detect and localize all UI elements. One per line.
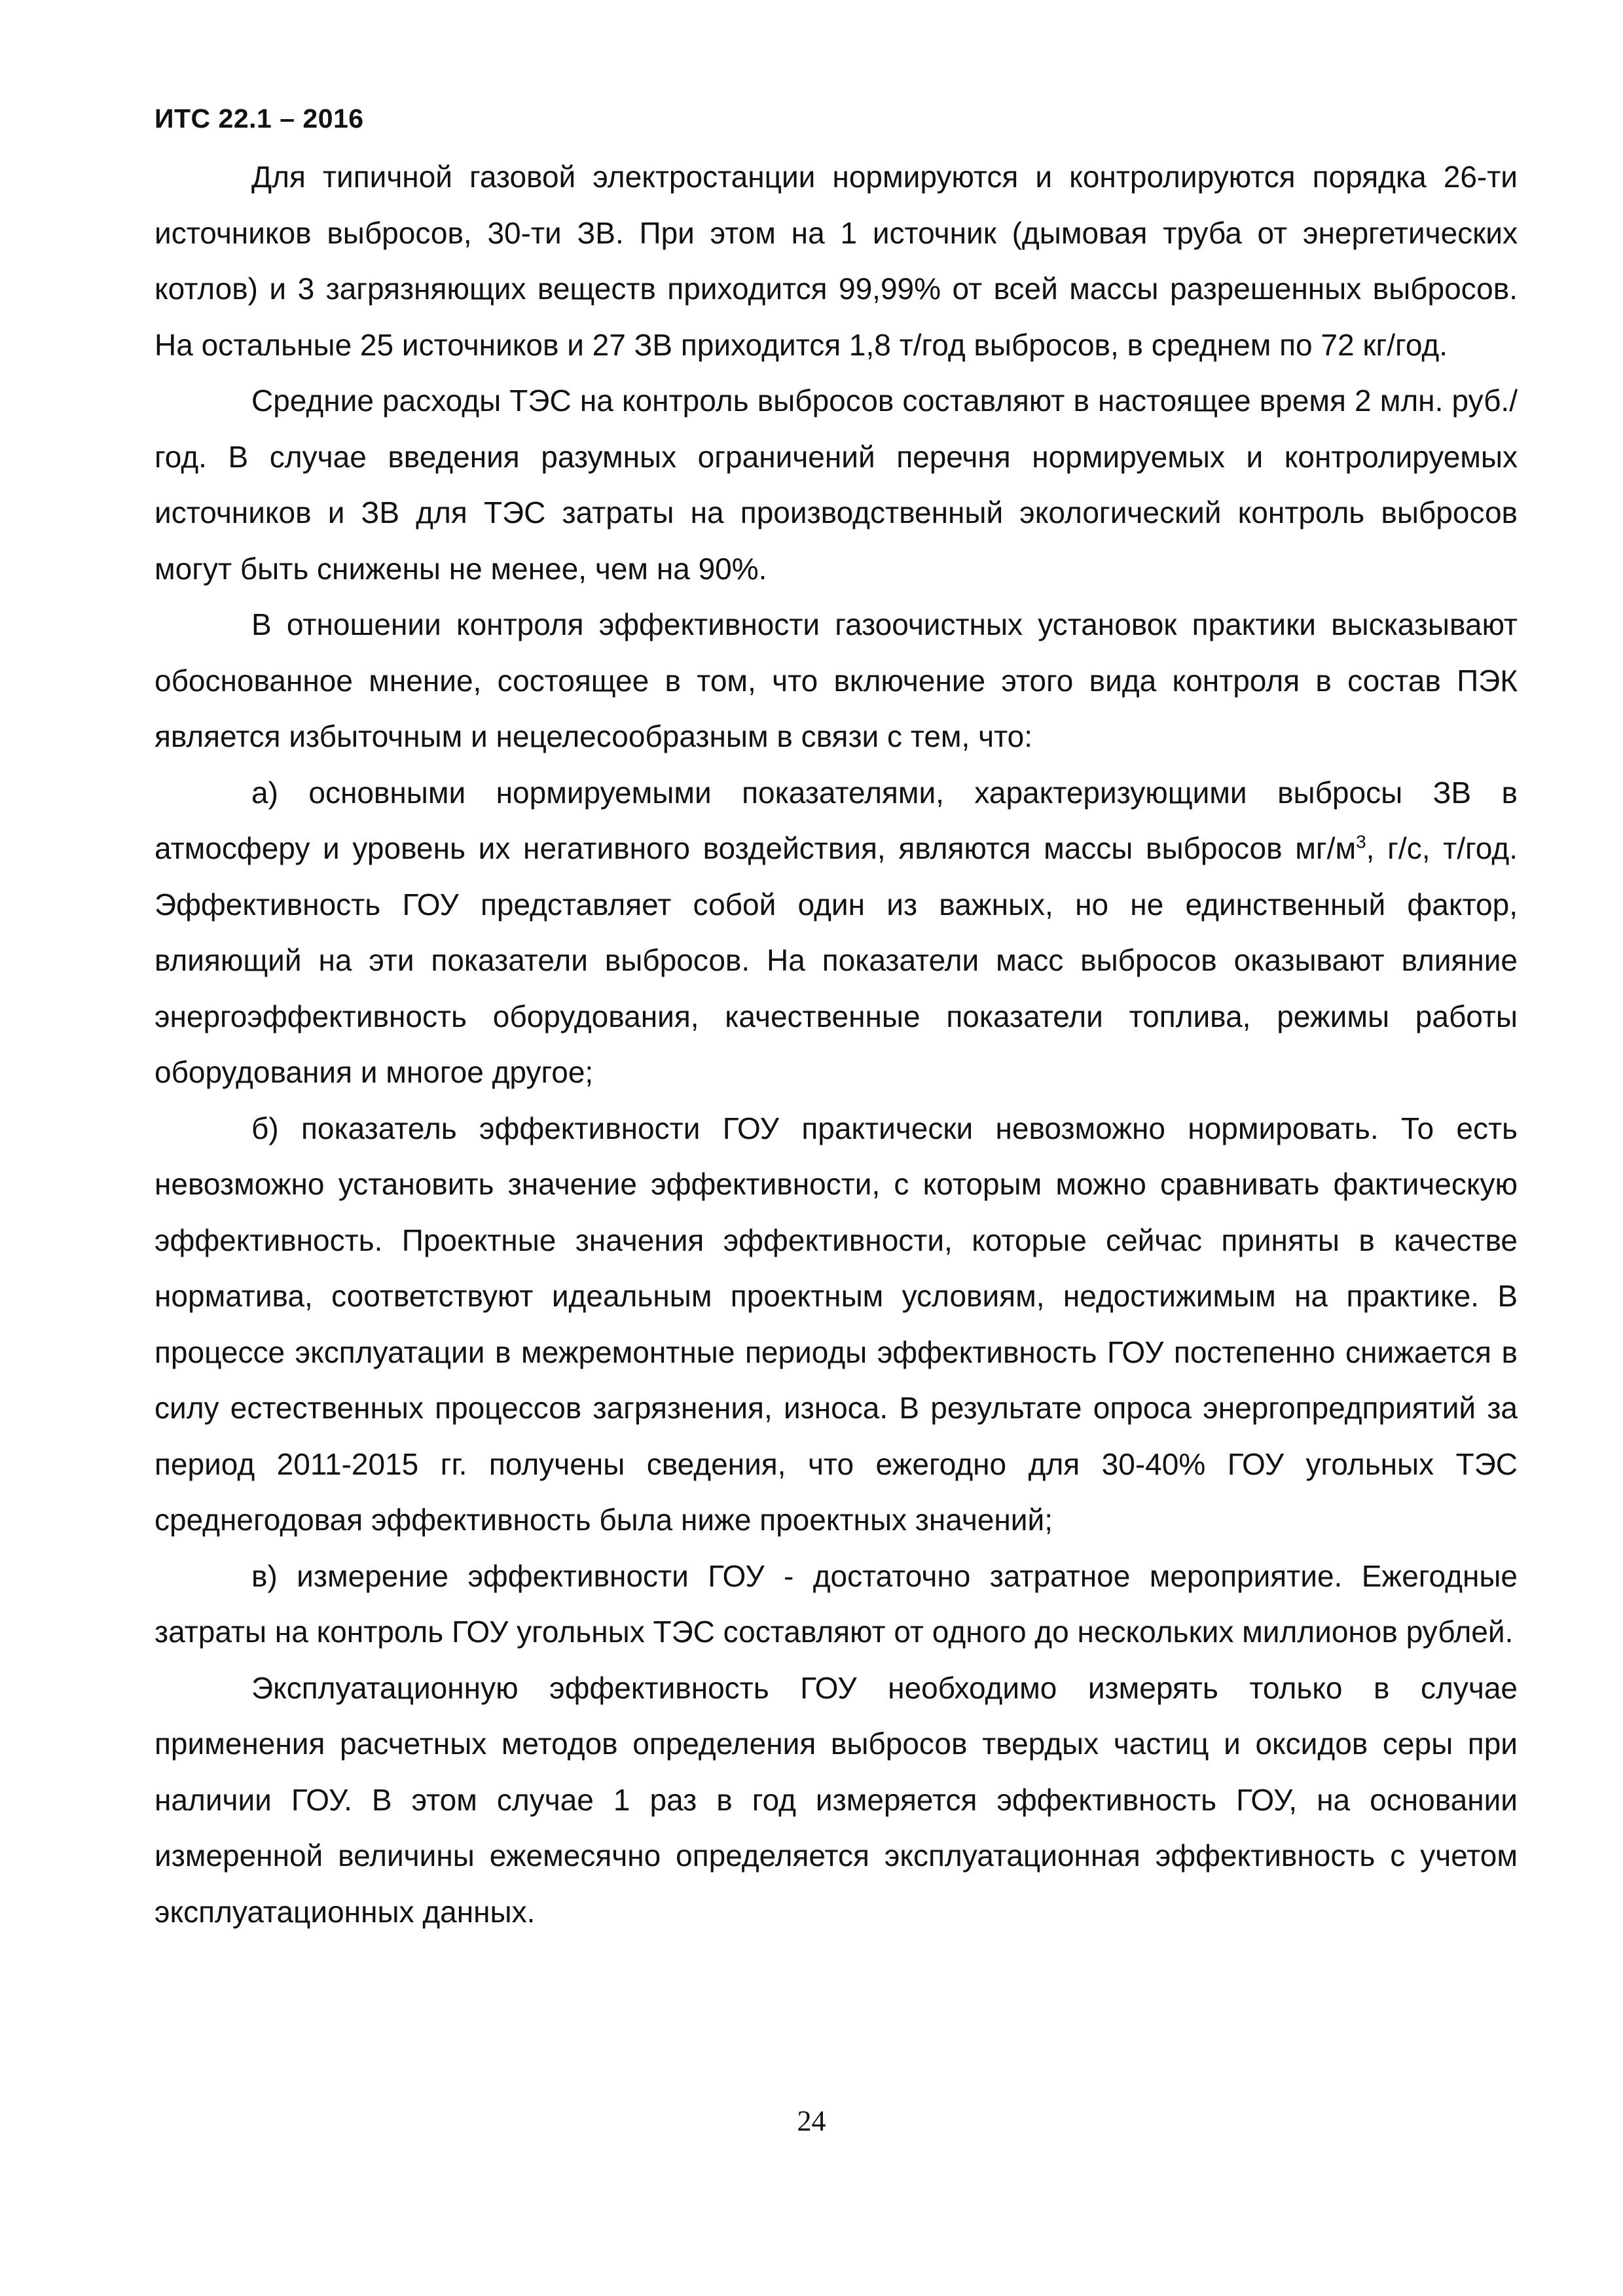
superscript-cubic: 3 — [1356, 831, 1366, 852]
list-item-c: в) измерение эффективности ГОУ - достаточно затратное мероприятие. Ежегодные затраты на контроль ГОУ угольных ТЭС составляют от одного до нескольких миллионов рублей. — [155, 1558, 1518, 1649]
document-body — [155, 149, 1518, 1940]
list-item-a-text: а) основными нормируемыми показателями, характеризующими выбросы ЗВ в атмосферу и уровень их негативного воздействия, являются массы выбросов мг/м — [155, 775, 1518, 865]
document-header-code: ИТС 22.1 – 2016 — [155, 103, 364, 134]
list-item-a-text-continued: , г/с, т/год. Эффективность ГОУ представляет собой один из важных, но не единственный фактор, влияющий на эти показатели выбросов. На показатели масс выбросов оказывают влияние энергоэффективность оборудования, качественные показатели топлива, режимы работы оборудования и многое другое; — [155, 831, 1518, 1089]
list-item-b: б) показатель эффективности ГОУ практически невозможно нормировать. То есть невозможно установить значение эффективности, с которым можно сравнивать фактическую эффективность. Проектные значения эффективности, которые сейчас приняты в качестве норматива, соответствуют идеальным проектным условиям, недостижимым на практике. В процессе эксплуатации в межремонтные периоды эффективность ГОУ постепенно снижается в силу естественных процессов загрязнения, износа. В результате опроса энергопредприятий за период 2011-2015 гг. получены сведения, что ежегодно для 30-40% ГОУ угольных ТЭС среднегодовая эффективность была ниже проектных значений; — [155, 1111, 1518, 1537]
paragraph-efficiency-control: В отношении контроля эффективности газоочистных установок практики высказывают обоснованное мнение, состоящее в том, что включение этого вида контроля в состав ПЭК является избыточным и нецелесообразным в связи с тем, что: — [155, 607, 1518, 753]
list-item-a — [155, 765, 1518, 1101]
paragraph-control-costs: Средние расходы ТЭС на контроль выбросов составляют в настоящее время 2 млн. руб./год. В случае введения разумных ограничений перечня нормируемых и контролируемых источников и ЗВ для ТЭС затраты на производственный экологический контроль выбросов могут быть снижены не менее, чем на 90%. — [155, 384, 1518, 586]
paragraph-emission-sources: Для типичной газовой электростанции нормируются и контролируются порядка 26-ти источников выбросов, 30-ти ЗВ. При этом на 1 источник (дымовая труба от энергетических котлов) и 3 загрязняющих веществ приходится 99,99% от всей массы разрешенных выбросов. На остальные 25 источников и 27 ЗВ приходится 1,8 т/год выбросов, в среднем по 72 кг/год. — [155, 160, 1518, 362]
paragraph-operational-efficiency: Эксплуатационную эффективность ГОУ необходимо измерять только в случае применения расчетных методов определения выбросов твердых частиц и оксидов серы при наличии ГОУ. В этом случае 1 раз в год измеряется эффективность ГОУ, на основании измеренной величины ежемесячно определяется эксплуатационная эффективность с учетом эксплуатационных данных. — [155, 1670, 1518, 1929]
page-number: 24 — [797, 2105, 826, 2137]
